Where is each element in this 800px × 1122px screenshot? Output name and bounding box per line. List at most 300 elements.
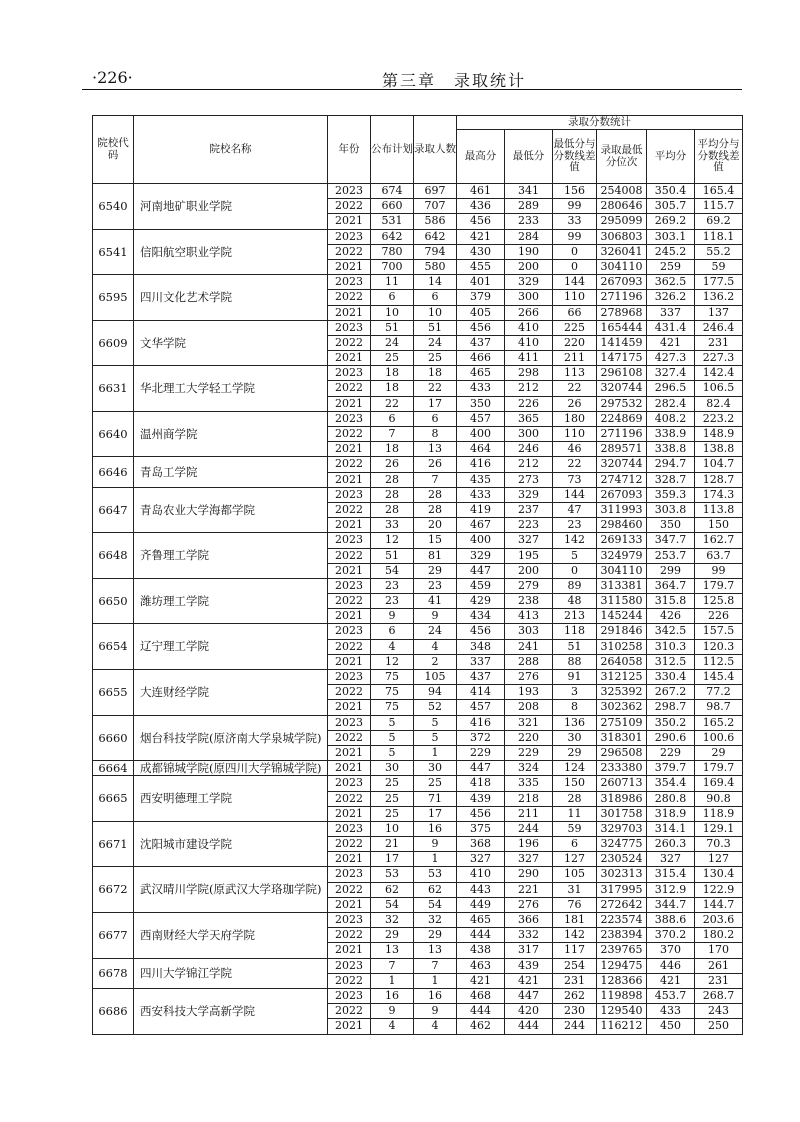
table-row [93,320,743,335]
school-code: 6686 [93,988,134,1034]
table-row [93,761,743,776]
cell-year: 2022 [328,594,371,609]
cell-rank: 278968 [597,305,647,320]
cell-avg: 312.9 [647,882,695,897]
cell-min-diff: 48 [553,594,597,609]
cell-year: 2023 [328,229,371,244]
school-name: 烟台科技学院(原济南大学泉城学院) [134,715,328,761]
cell-min-diff: 105 [553,867,597,882]
cell-min: 218 [505,791,553,806]
cell-max: 465 [457,366,505,381]
cell-min: 327 [505,533,553,548]
cell-max: 368 [457,837,505,852]
cell-year: 2023 [328,578,371,593]
cell-admit: 81 [414,548,457,563]
cell-avg: 290.6 [647,730,695,745]
header-avg: 平均分 [647,130,695,184]
cell-min-diff: 31 [553,882,597,897]
cell-min-diff: 225 [553,320,597,335]
cell-plan: 18 [371,381,414,396]
cell-rank: 312125 [597,670,647,685]
cell-max: 419 [457,502,505,517]
cell-min: 329 [505,275,553,290]
table-row [93,821,743,836]
cell-min-diff: 73 [553,472,597,487]
school-code: 6664 [93,761,134,776]
cell-avg: 245.2 [647,244,695,259]
cell-plan: 62 [371,882,414,897]
cell-min-diff: 99 [553,229,597,244]
cell-min-diff: 180 [553,411,597,426]
cell-year: 2023 [328,366,371,381]
cell-rank: 313381 [597,578,647,593]
cell-admit: 53 [414,867,457,882]
cell-min: 332 [505,928,553,943]
cell-plan: 25 [371,351,414,366]
cell-min: 244 [505,821,553,836]
cell-avg-diff: 69.2 [695,214,743,229]
cell-admit: 9 [414,609,457,624]
cell-year: 2021 [328,1019,371,1034]
cell-min-diff: 0 [553,259,597,274]
cell-rank: 145244 [597,609,647,624]
cell-min-diff: 99 [553,199,597,214]
table-row [93,533,743,548]
table-row [93,715,743,730]
cell-max: 444 [457,1004,505,1019]
cell-year: 2023 [328,913,371,928]
cell-max: 465 [457,913,505,928]
cell-max: 444 [457,928,505,943]
cell-avg-diff: 137 [695,305,743,320]
cell-avg: 354.4 [647,776,695,791]
cell-min: 273 [505,472,553,487]
cell-admit: 24 [414,624,457,639]
cell-min-diff: 88 [553,654,597,669]
cell-min: 237 [505,502,553,517]
school-code: 6541 [93,229,134,275]
cell-min: 447 [505,988,553,1003]
cell-min: 444 [505,1019,553,1034]
header-rule [82,89,742,90]
cell-admit: 5 [414,730,457,745]
cell-min: 289 [505,199,553,214]
cell-avg: 446 [647,958,695,973]
cell-rank: 289571 [597,442,647,457]
cell-plan: 531 [371,214,414,229]
cell-year: 2022 [328,685,371,700]
cell-plan: 13 [371,943,414,958]
cell-rank: 233380 [597,761,647,776]
cell-admit: 18 [414,366,457,381]
cell-avg-diff: 165.4 [695,184,743,199]
cell-avg-diff: 227.3 [695,351,743,366]
cell-max: 456 [457,320,505,335]
cell-plan: 32 [371,913,414,928]
cell-rank: 271196 [597,290,647,305]
cell-max: 405 [457,305,505,320]
cell-avg: 280.8 [647,791,695,806]
cell-plan: 18 [371,366,414,381]
header-score-group: 录取分数统计 [457,116,743,130]
cell-year: 2021 [328,305,371,320]
admission-table-container [92,115,742,1035]
cell-min: 212 [505,381,553,396]
cell-avg-diff: 231 [695,335,743,350]
cell-year: 2022 [328,244,371,259]
cell-rank: 264058 [597,654,647,669]
cell-avg: 421 [647,973,695,988]
cell-avg-diff: 157.5 [695,624,743,639]
cell-max: 459 [457,578,505,593]
school-code: 6646 [93,457,134,487]
cell-plan: 54 [371,563,414,578]
cell-plan: 75 [371,700,414,715]
cell-avg-diff: 70.3 [695,837,743,852]
cell-avg: 347.7 [647,533,695,548]
table-row [93,867,743,882]
cell-max: 443 [457,882,505,897]
cell-plan: 1 [371,973,414,988]
cell-year: 2023 [328,624,371,639]
cell-min: 200 [505,563,553,578]
cell-plan: 7 [371,958,414,973]
cell-year: 2022 [328,427,371,442]
cell-min-diff: 30 [553,730,597,745]
cell-admit: 13 [414,943,457,958]
cell-max: 410 [457,867,505,882]
cell-avg-diff: 243 [695,1004,743,1019]
cell-rank: 267093 [597,487,647,502]
cell-admit: 4 [414,639,457,654]
cell-year: 2023 [328,867,371,882]
cell-avg-diff: 138.8 [695,442,743,457]
cell-year: 2021 [328,396,371,411]
school-name: 温州商学院 [134,411,328,457]
cell-plan: 6 [371,624,414,639]
school-code: 6665 [93,776,134,822]
cell-avg-diff: 144.7 [695,897,743,912]
cell-max: 327 [457,852,505,867]
table-row [93,988,743,1003]
cell-avg-diff: 127 [695,852,743,867]
cell-min-diff: 59 [553,821,597,836]
school-code: 6671 [93,821,134,867]
cell-year: 2021 [328,806,371,821]
cell-min-diff: 213 [553,609,597,624]
cell-admit: 6 [414,411,457,426]
cell-year: 2022 [328,882,371,897]
cell-rank: 318986 [597,791,647,806]
cell-year: 2021 [328,761,371,776]
cell-admit: 9 [414,837,457,852]
cell-year: 2022 [328,791,371,806]
cell-year: 2023 [328,776,371,791]
cell-min: 276 [505,670,553,685]
cell-admit: 4 [414,1019,457,1034]
cell-rank: 239765 [597,943,647,958]
cell-min-diff: 26 [553,396,597,411]
header-max: 最高分 [457,130,505,184]
school-name: 信阳航空职业学院 [134,229,328,275]
school-code: 6654 [93,624,134,670]
cell-max: 461 [457,184,505,199]
cell-year: 2021 [328,351,371,366]
cell-min: 421 [505,973,553,988]
table-row [93,913,743,928]
cell-admit: 9 [414,1004,457,1019]
cell-min-diff: 144 [553,275,597,290]
table-row [93,366,743,381]
table-row [93,184,743,199]
cell-min-diff: 118 [553,624,597,639]
cell-min: 413 [505,609,553,624]
cell-year: 2021 [328,654,371,669]
cell-year: 2023 [328,958,371,973]
cell-rank: 272642 [597,897,647,912]
cell-admit: 17 [414,396,457,411]
cell-year: 2021 [328,563,371,578]
school-code: 6678 [93,958,134,988]
cell-plan: 10 [371,821,414,836]
cell-avg: 315.8 [647,594,695,609]
cell-min-diff: 181 [553,913,597,928]
cell-avg-diff: 169.4 [695,776,743,791]
cell-year: 2022 [328,1004,371,1019]
cell-avg-diff: 112.5 [695,654,743,669]
cell-admit: 28 [414,502,457,517]
school-name: 辽宁理工学院 [134,624,328,670]
cell-admit: 15 [414,533,457,548]
school-name: 齐鲁理工学院 [134,533,328,579]
cell-admit: 32 [414,913,457,928]
cell-min-diff: 0 [553,563,597,578]
cell-plan: 53 [371,867,414,882]
cell-plan: 28 [371,487,414,502]
cell-min-diff: 220 [553,335,597,350]
cell-avg: 350 [647,518,695,533]
cell-admit: 105 [414,670,457,685]
school-code: 6660 [93,715,134,761]
school-name: 河南地矿职业学院 [134,184,328,230]
cell-plan: 25 [371,776,414,791]
cell-min-diff: 117 [553,943,597,958]
header-min: 最低分 [505,130,553,184]
cell-avg: 338.9 [647,427,695,442]
cell-avg: 327 [647,852,695,867]
cell-plan: 26 [371,457,414,472]
cell-avg-diff: 142.4 [695,366,743,381]
cell-rank: 165444 [597,320,647,335]
cell-avg-diff: 122.9 [695,882,743,897]
cell-min: 284 [505,229,553,244]
cell-year: 2023 [328,487,371,502]
chapter-title: 第三章 录取统计 [382,71,527,90]
cell-max: 463 [457,958,505,973]
cell-admit: 30 [414,761,457,776]
cell-avg-diff: 129.1 [695,821,743,836]
cell-rank: 301758 [597,806,647,821]
cell-plan: 23 [371,594,414,609]
cell-min: 335 [505,776,553,791]
cell-max: 348 [457,639,505,654]
cell-avg: 282.4 [647,396,695,411]
cell-year: 2022 [328,973,371,988]
school-name: 华北理工大学轻工学院 [134,366,328,412]
cell-rank: 318301 [597,730,647,745]
cell-admit: 7 [414,958,457,973]
cell-plan: 75 [371,685,414,700]
cell-min: 303 [505,624,553,639]
cell-plan: 642 [371,229,414,244]
cell-plan: 12 [371,654,414,669]
cell-admit: 16 [414,988,457,1003]
cell-avg: 370 [647,943,695,958]
cell-max: 437 [457,670,505,685]
cell-avg: 299 [647,563,695,578]
school-code: 6655 [93,670,134,716]
school-name: 西安明德理工学院 [134,776,328,822]
cell-avg: 315.4 [647,867,695,882]
cell-rank: 223574 [597,913,647,928]
cell-max: 433 [457,381,505,396]
cell-rank: 320744 [597,457,647,472]
cell-rank: 304110 [597,563,647,578]
cell-avg: 388.6 [647,913,695,928]
cell-min: 341 [505,184,553,199]
cell-plan: 21 [371,837,414,852]
cell-avg-diff: 59 [695,259,743,274]
cell-year: 2021 [328,700,371,715]
cell-min: 410 [505,335,553,350]
cell-admit: 23 [414,578,457,593]
cell-avg: 426 [647,609,695,624]
cell-year: 2022 [328,457,371,472]
cell-rank: 311580 [597,594,647,609]
cell-year: 2022 [328,290,371,305]
cell-max: 447 [457,761,505,776]
cell-rank: 238394 [597,928,647,943]
table-row [93,487,743,502]
cell-avg-diff: 77.2 [695,685,743,700]
cell-avg-diff: 180.2 [695,928,743,943]
cell-min-diff: 124 [553,761,597,776]
cell-min-diff: 156 [553,184,597,199]
cell-min-diff: 230 [553,1004,597,1019]
school-name: 武汉晴川学院(原武汉大学珞珈学院) [134,867,328,913]
cell-avg: 379.7 [647,761,695,776]
cell-max: 462 [457,1019,505,1034]
cell-min: 300 [505,427,553,442]
school-code: 6631 [93,366,134,412]
cell-admit: 71 [414,791,457,806]
cell-min: 208 [505,700,553,715]
cell-admit: 794 [414,244,457,259]
cell-year: 2023 [328,715,371,730]
cell-min: 288 [505,654,553,669]
cell-max: 430 [457,244,505,259]
cell-plan: 5 [371,745,414,760]
cell-avg-diff: 223.2 [695,411,743,426]
table-row [93,578,743,593]
cell-rank: 302313 [597,867,647,882]
cell-rank: 269133 [597,533,647,548]
school-name: 青岛工学院 [134,457,328,487]
cell-avg-diff: 106.5 [695,381,743,396]
cell-max: 447 [457,563,505,578]
cell-avg: 296.5 [647,381,695,396]
cell-admit: 580 [414,259,457,274]
cell-plan: 22 [371,396,414,411]
cell-avg: 350.2 [647,715,695,730]
cell-min-diff: 46 [553,442,597,457]
cell-max: 457 [457,700,505,715]
cell-min-diff: 8 [553,700,597,715]
cell-min: 366 [505,913,553,928]
cell-avg-diff: 226 [695,609,743,624]
cell-admit: 8 [414,427,457,442]
cell-admit: 14 [414,275,457,290]
cell-min-diff: 3 [553,685,597,700]
cell-min-diff: 76 [553,897,597,912]
cell-admit: 94 [414,685,457,700]
cell-rank: 297532 [597,396,647,411]
cell-plan: 16 [371,988,414,1003]
cell-rank: 254008 [597,184,647,199]
cell-avg: 310.3 [647,639,695,654]
cell-min: 411 [505,351,553,366]
cell-min-diff: 33 [553,214,597,229]
cell-plan: 28 [371,502,414,517]
cell-avg: 229 [647,745,695,760]
cell-year: 2021 [328,214,371,229]
cell-rank: 116212 [597,1019,647,1034]
cell-avg-diff: 261 [695,958,743,973]
cell-admit: 697 [414,184,457,199]
cell-min-diff: 144 [553,487,597,502]
cell-min-diff: 244 [553,1019,597,1034]
cell-avg-diff: 179.7 [695,761,743,776]
cell-rank: 298460 [597,518,647,533]
cell-year: 2021 [328,472,371,487]
header-name: 院校名称 [134,116,328,184]
cell-year: 2021 [328,943,371,958]
cell-avg-diff: 104.7 [695,457,743,472]
school-code: 6672 [93,867,134,913]
cell-year: 2021 [328,897,371,912]
cell-year: 2022 [328,502,371,517]
cell-avg: 294.7 [647,457,695,472]
cell-avg-diff: 165.2 [695,715,743,730]
cell-avg-diff: 250 [695,1019,743,1034]
cell-max: 466 [457,351,505,366]
cell-avg-diff: 63.7 [695,548,743,563]
cell-min: 246 [505,442,553,457]
cell-avg: 303.8 [647,502,695,517]
cell-max: 375 [457,821,505,836]
cell-rank: 324979 [597,548,647,563]
cell-avg: 303.1 [647,229,695,244]
cell-plan: 51 [371,320,414,335]
cell-year: 2023 [328,320,371,335]
cell-avg: 328.7 [647,472,695,487]
cell-admit: 642 [414,229,457,244]
cell-admit: 1 [414,745,457,760]
cell-max: 350 [457,396,505,411]
cell-min-diff: 136 [553,715,597,730]
cell-avg: 314.1 [647,821,695,836]
cell-plan: 674 [371,184,414,199]
